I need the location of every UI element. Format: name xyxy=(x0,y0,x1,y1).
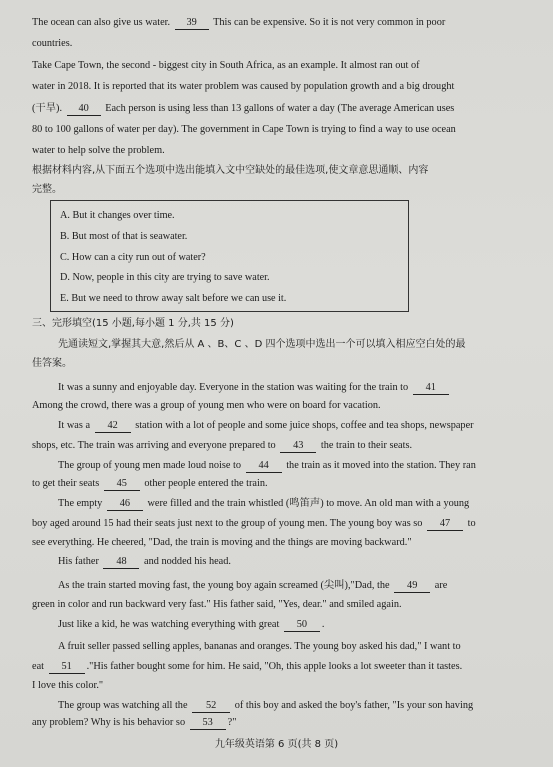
text: of this boy and asked the boy's father, "Is your son having xyxy=(234,700,474,711)
text-line: I love this color." xyxy=(32,680,104,691)
text: station with a lot of people and some juice shops, coffee and tea shops, newspaper xyxy=(135,420,474,431)
text-line xyxy=(58,556,553,569)
blank-40: 40 xyxy=(67,103,101,116)
instruction-line: 完整。 xyxy=(32,184,62,195)
option-c: C. How can a city run out of water? xyxy=(60,252,206,263)
text-line: A fruit seller passed selling apples, bananas and oranges. The young boy asked his dad," I want to xyxy=(58,641,461,652)
text-line: Just like a kid, he was watching everything with great 50 . xyxy=(58,619,325,630)
blank-43: 43 xyxy=(280,440,316,453)
text-line xyxy=(58,498,553,511)
text: to get their seats xyxy=(32,478,100,489)
text: It was a sunny and enjoyable day. Everyone in the station was waiting for the train to xyxy=(58,382,409,393)
text-line xyxy=(58,580,553,593)
blank-51: 51 xyxy=(49,661,85,674)
instruction-line: 根据材料内容,从下面五个选项中选出能填入文中空缺处的最佳选项,使文章意思通顺、内容 xyxy=(32,165,429,176)
text: are xyxy=(434,580,448,591)
text: It was a xyxy=(58,420,91,431)
instruction-line: 先通读短文,掌握其大意,然后从 A 、B、C 、D 四个选项中选出一个可以填入相应空白处的最 xyxy=(58,339,466,350)
text-line: 80 to 100 gallons of water per day). The government in Cape Town is trying to find a way to use ocean xyxy=(32,124,456,135)
text-line: green in color and run backward very fast." His father said, "Yes, dear." and smiled again. xyxy=(32,599,402,610)
option-e: E. But we need to throw away salt before we can use it. xyxy=(60,293,287,304)
blank-49: 49 xyxy=(394,580,430,593)
blank-44: 44 xyxy=(246,460,282,473)
section-title: 三、完形填空(15 小题,每小题 1 分,共 15 分) xyxy=(32,318,234,329)
blank-45: 45 xyxy=(104,478,140,491)
text-line xyxy=(32,717,553,730)
text: any problem? Why is his behavior so xyxy=(32,717,186,728)
text: other people entered the train. xyxy=(144,478,268,489)
text: were filled and the train whistled (鸣笛声) to move. An old man with a young xyxy=(147,498,470,509)
text-line xyxy=(32,661,553,674)
text: This can be expensive. So it is not very common in poor xyxy=(213,17,446,28)
blank-47: 47 xyxy=(427,518,463,531)
text: and nodded his head. xyxy=(144,556,231,567)
text-line xyxy=(32,518,553,531)
text: The group was watching all the xyxy=(58,700,188,711)
text: The empty xyxy=(58,498,103,509)
text: to xyxy=(467,518,476,529)
option-a: A. But it changes over time. xyxy=(60,210,175,221)
text: The ocean can also give us water. xyxy=(32,17,171,28)
text-line xyxy=(58,420,553,433)
text-line xyxy=(58,382,553,395)
blank-52: 52 xyxy=(192,700,230,713)
text: Just like a kid, he was watching everything with great xyxy=(58,619,280,630)
blank-53: 53 xyxy=(190,717,226,730)
text: the train to their seats. xyxy=(320,440,413,451)
blank-42: 42 xyxy=(95,420,131,433)
instruction-line: 佳答案。 xyxy=(32,358,72,369)
text-line: water in 2018. It is reported that its water problem was caused by population growth and a big drought xyxy=(32,81,455,92)
text: ?" xyxy=(227,717,237,728)
blank-41: 41 xyxy=(413,382,449,395)
text-line xyxy=(32,478,553,491)
text-line: Take Cape Town, the second - biggest city in South Africa, as an example. It almost ran out of xyxy=(32,60,420,71)
text: the train as it moved into the station. They ran xyxy=(286,460,476,471)
text: shops, etc. The train was arriving and everyone prepared to xyxy=(32,440,276,451)
blank-39: 39 xyxy=(175,17,209,30)
option-d: D. Now, people in this city are trying to save water. xyxy=(60,272,270,283)
text: boy aged around 15 had their seats just next to the group of young men. The young boy was so xyxy=(32,518,423,529)
blank-48: 48 xyxy=(103,556,139,569)
text-line xyxy=(58,700,553,713)
text-line: countries. xyxy=(32,38,73,49)
text: As the train started moving fast, the young boy again screamed (尖叫),"Dad, the xyxy=(58,580,390,591)
text-line xyxy=(32,103,553,116)
text-line: Among the crowd, there was a group of young men who were on board for vacation. xyxy=(32,400,381,411)
text-line xyxy=(58,460,553,473)
option-b: B. But most of that is seawater. xyxy=(60,231,188,242)
blank-46: 46 xyxy=(107,498,143,511)
text: The group of young men made loud noise to xyxy=(58,460,242,471)
blank-50: 50 xyxy=(284,619,320,632)
text: (干旱). xyxy=(32,103,63,114)
text-line: water to help solve the problem. xyxy=(32,145,165,156)
text-line xyxy=(32,17,553,30)
text-line xyxy=(32,440,553,453)
text: Each person is using less than 13 gallons of water a day (The average American uses xyxy=(105,103,455,114)
text-line: see everything. He cheered, "Dad, the train is moving and the things are moving backward." xyxy=(32,537,412,548)
text: His father xyxy=(58,556,99,567)
page-footer: 九年级英语第 6 页(共 8 页) xyxy=(214,739,339,750)
text: ."His father bought some for him. He said, "Oh, this apple looks a lot sweeter than it tastes. xyxy=(86,661,463,672)
text: eat xyxy=(32,661,45,672)
